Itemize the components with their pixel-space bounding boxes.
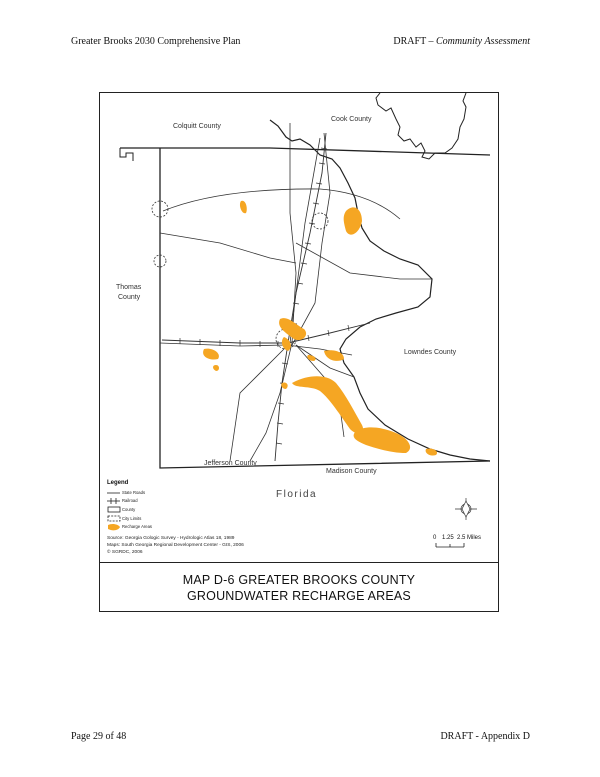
label-thomas-county-2: County [118, 294, 141, 301]
eastern-river-boundary [270, 120, 490, 461]
compass-rose-icon [455, 498, 477, 520]
label-cook-county: Cook County [331, 116, 372, 123]
scale-bar [436, 543, 464, 547]
footer-appendix: DRAFT - Appendix D [440, 731, 530, 742]
source-line-3: © SGRDC, 2006 [107, 550, 143, 555]
label-lowndes-county: Lowndes County [404, 349, 457, 356]
header-section-title: Community Assessment [436, 36, 530, 47]
legend-title: Legend [107, 480, 129, 486]
legend-item-city-limits: City Limits [122, 516, 142, 521]
label-florida: Florida [276, 489, 318, 500]
scale-label-0: 0 [433, 535, 437, 541]
map-title-line-2: GROUNDWATER RECHARGE AREAS [187, 589, 411, 603]
map-title-block [100, 562, 498, 612]
colquitt-notch [120, 148, 133, 161]
legend-item-recharge-areas: Recharge Areas [122, 524, 153, 529]
source-line-1: Source: Georgia Gologic Survey - Hydrologic Atlas 18, 1989 [107, 536, 235, 541]
page-number: Page 29 of 48 [71, 731, 127, 742]
page-header-right [393, 36, 530, 47]
cook-county-line [376, 93, 466, 159]
label-thomas-county-1: Thomas [116, 284, 142, 291]
legend-item-railroad: Railroad [122, 498, 138, 503]
map-frame [99, 92, 499, 612]
legend-item-state-roads: State Roads [122, 490, 146, 495]
legend-symbols [107, 493, 120, 521]
label-colquitt-county: Colquitt County [173, 123, 221, 130]
recharge-areas [203, 201, 437, 456]
legend-recharge-swatch [108, 524, 120, 530]
county-boundary-west [160, 148, 490, 468]
label-jefferson-county: Jefferson County [204, 460, 257, 467]
source-line-2: Maps: South Georgia Regional Development Center - GIS, 2006 [107, 543, 244, 548]
map-title-line-1: MAP D-6 GREATER BROOKS COUNTY [182, 573, 416, 587]
header-draft-prefix: DRAFT – [393, 36, 437, 47]
page-header-left: Greater Brooks 2030 Comprehensive Plan [71, 36, 241, 47]
scale-label-2: 2.5 Miles [457, 535, 482, 541]
legend-item-county: County [122, 507, 136, 512]
railroad-ticks [180, 148, 349, 444]
label-madison-county: Madison County [326, 468, 377, 475]
scale-label-1: 1.25 [442, 535, 454, 541]
